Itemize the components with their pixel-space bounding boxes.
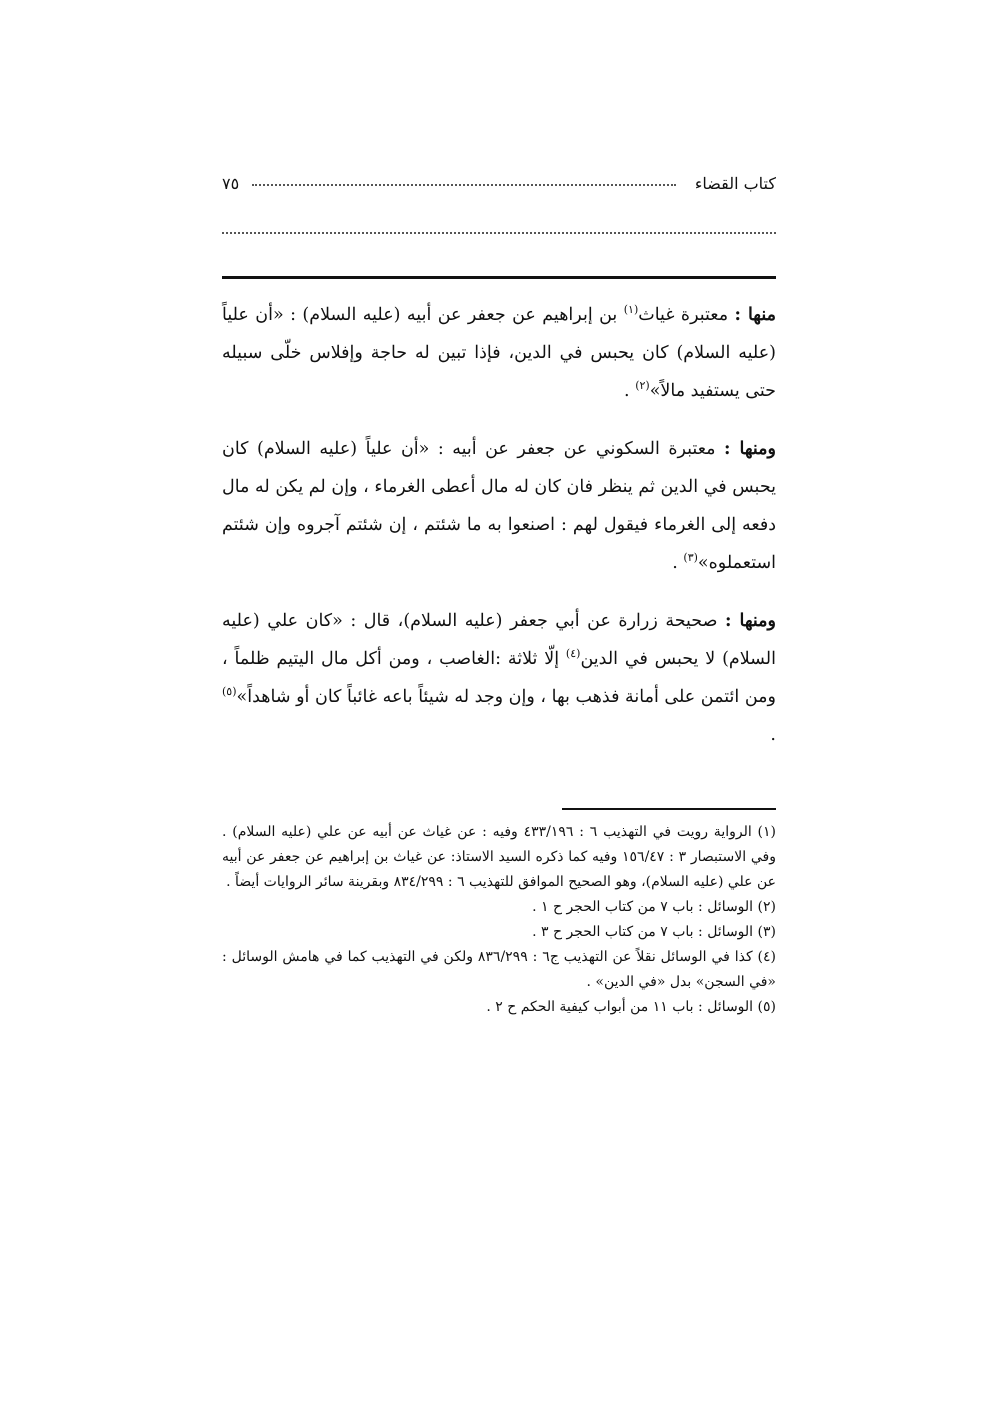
footnote-5: (٥) الوسائل : باب ١١ من أبواب كيفية الحكم ح ٢ . [486, 999, 776, 1015]
footnote-ref: (٤) [565, 647, 581, 661]
header-title: كتاب القضاء [694, 174, 776, 193]
footnote-2: (٢) الوسائل : باب ٧ من كتاب الحجر ح ١ . [532, 899, 776, 915]
paragraph-lead: منها : [734, 305, 777, 325]
main-text [222, 296, 776, 774]
paragraph-2 [222, 430, 776, 582]
paragraph-text: . [770, 725, 776, 745]
page-number: ٧٥ [222, 174, 240, 193]
footnote-ref: (٣) [683, 551, 698, 565]
footnote-1: (١) الرواية رويت في التهذيب ٦ : ٤٣٣/١٩٦ وفيه : عن غياث عن أبيه عن علي (عليه السلام) . وفي الاستبصار ٣ : ١٥٦/٤٧ وفيه كما ذكره السيد الاستاذ: عن غياث بن إبراهيم عن جعفر عن أبيه عن علي (عليه السلام)، وهو الصحيح الموافق للتهذيب ٦ : ٨٣٤/٢٩٩ وبقرينة سائر الروايات أيضاً . [222, 824, 776, 890]
dotted-divider [222, 232, 776, 234]
paragraph-lead: ومنها : [724, 611, 776, 631]
paragraph-text: صحيحة زرارة عن أبي جعفر (عليه السلام)، قال : «كان علي (عليه السلام) لا يحبس في الدين [222, 611, 776, 669]
header-rule [222, 276, 776, 279]
paragraph-3 [222, 602, 776, 754]
footnote-4: (٤) كذا في الوسائل نقلاً عن التهذيب ج٦ : ٨٣٦/٢٩٩ ولكن في التهذيب كما في هامش الوسائل : «في السجن» بدل «في الدين» . [222, 949, 777, 990]
paragraph-text: إلّا ثلاثة :الغاصب ، ومن أكل مال اليتيم ظلماً ، ومن ائتمن على أمانة فذهب بها ، وإن وجد له شيئاً باعه غائباً كان أو شاهداً» [222, 649, 776, 707]
footnote-3: (٣) الوسائل : باب ٧ من كتاب الحجر ح ٣ . [532, 924, 776, 940]
paragraph-text: معتبرة غياث [638, 305, 735, 325]
footnote-ref: (١) [623, 303, 639, 317]
paragraph-lead: ومنها : [724, 439, 776, 459]
footnotes [222, 820, 776, 1020]
footnote-ref: (٥) [222, 685, 237, 699]
paragraph-text: . [624, 381, 636, 401]
footnote-ref: (٢) [635, 379, 650, 393]
paragraph-text: معتبرة السكوني عن جعفر عن أبيه : «أن علياً (عليه السلام) كان يحبس في الدين ثم ينظر فان كان له مال أعطى الغرماء ، وإن لم يكن له مال دفعه إلى الغرماء فيقول لهم : اصنعوا به ما شئتم ، إن شئتم آجروه وإن شئتم استعملوه» [222, 439, 776, 573]
running-header [222, 170, 776, 202]
paragraph-text: بن إبراهيم عن جعفر عن أبيه (عليه السلام) : «أن علياً (عليه السلام) كان يحبس في الدين، فإذا تبين له حاجة وإفلاس خلّى سبيله حتى يستفيد مالاً» [222, 305, 776, 401]
header-dot-leader [252, 184, 676, 186]
footnote-rule [562, 808, 776, 810]
paragraph-1 [222, 296, 776, 410]
paragraph-text: . [672, 553, 684, 573]
